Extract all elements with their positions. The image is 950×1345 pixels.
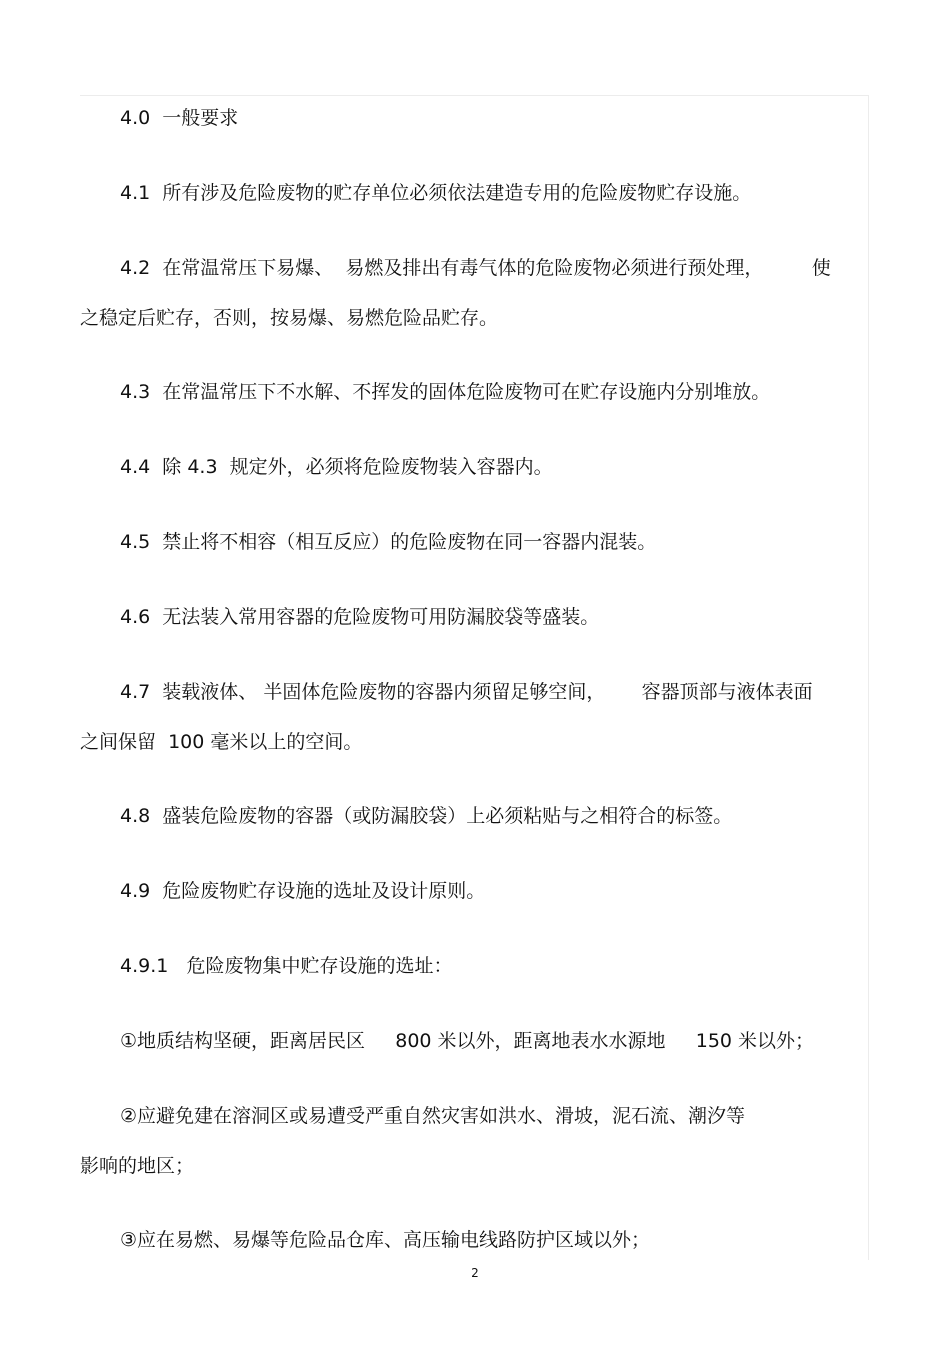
clause-4-1: 4.1 所有涉及危险废物的贮存单位必须依法建造专用的危险废物贮存设施。	[120, 182, 752, 204]
item-3: ③应在易燃、易爆等危险品仓库、高压输电线路防护区域以外；	[120, 1229, 651, 1251]
clause-4-3: 4.3 在常温常压下不水解、不挥发的固体危险废物可在贮存设施内分别堆放。	[120, 381, 771, 403]
clause-4-4: 4.4 除 4.3 规定外，必须将危险废物装入容器内。	[120, 456, 553, 478]
clause-4-2-line-2: 之稳定后贮存，否则，按易爆、易燃危险品贮存。	[80, 307, 499, 329]
item-2-line-2: 影响的地区；	[80, 1155, 195, 1177]
clause-4-7-line-2: 之间保留 100 毫米以上的空间。	[80, 731, 363, 753]
section-4-0-heading: 4.0 一般要求	[120, 107, 239, 129]
clause-4-9: 4.9 危险废物贮存设施的选址及设计原则。	[120, 880, 486, 902]
clause-4-2-line-1: 4.2 在常温常压下易爆、 易燃及排出有毒气体的危险废物必须进行预处理， 使	[120, 257, 831, 279]
clause-4-9-1: 4.9.1 危险废物集中贮存设施的选址：	[120, 955, 453, 977]
clause-4-6: 4.6 无法装入常用容器的危险废物可用防漏胶袋等盛装。	[120, 606, 600, 628]
clause-4-7-line-1: 4.7 装载液体、 半固体危险废物的容器内须留足够空间， 容器顶部与液体表面	[120, 681, 813, 703]
item-1: ①地质结构坚硬，距离居民区 800 米以外，距离地表水水源地 150 米以外；	[120, 1030, 815, 1052]
clause-4-5: 4.5 禁止将不相容（相互反应）的危险废物在同一容器内混装。	[120, 531, 657, 553]
page-number: 2	[471, 1266, 479, 1280]
clause-4-8: 4.8 盛装危险废物的容器（或防漏胶袋）上必须粘贴与之相符合的标签。	[120, 805, 733, 827]
item-2-line-1: ②应避免建在溶洞区或易遭受严重自然灾害如洪水、滑坡，泥石流、潮汐等	[120, 1105, 746, 1127]
